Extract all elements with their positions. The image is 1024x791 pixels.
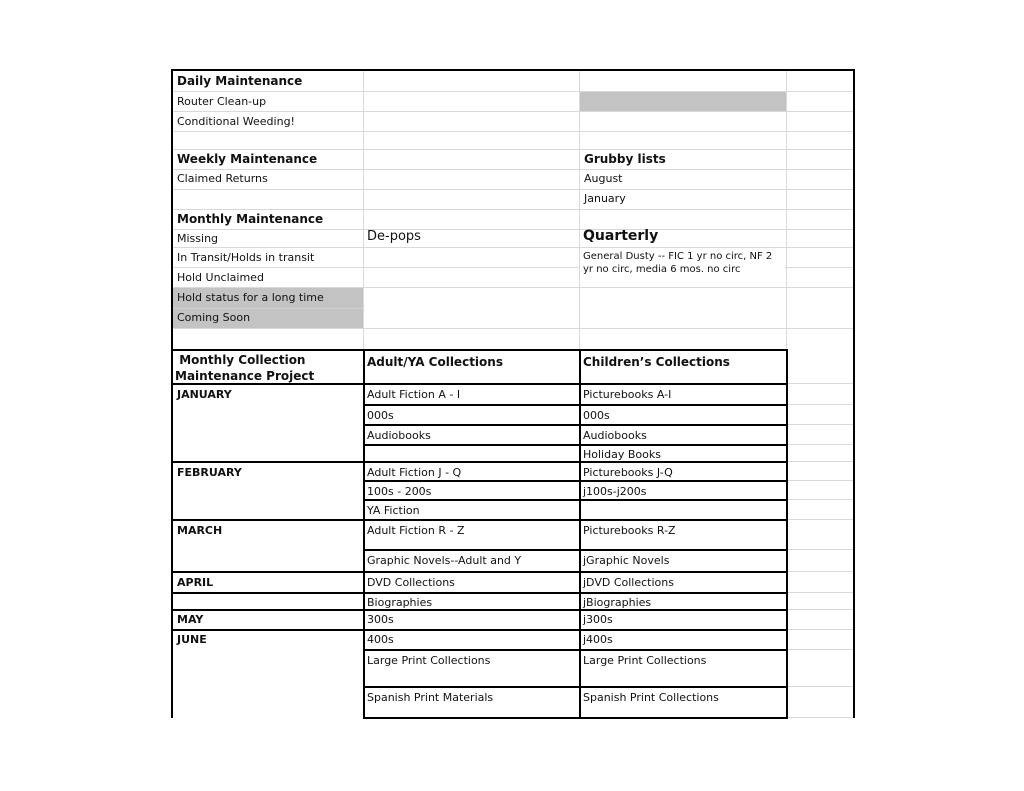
grid-line [786, 404, 853, 405]
grid-line [173, 229, 853, 230]
grid-line [363, 480, 788, 482]
adult-cell: DVD Collections [367, 576, 455, 589]
grid-line [786, 444, 853, 445]
month-cell: MAY [177, 613, 204, 626]
children-cell: Audiobooks [583, 429, 647, 442]
grid-line [173, 308, 363, 309]
adult-cell: 400s [367, 633, 394, 646]
header-children-column: Children’s Collections [583, 355, 730, 369]
grid-line [363, 404, 788, 406]
adult-cell: 100s - 200s [367, 485, 432, 498]
monthly-item: Missing [177, 232, 219, 245]
adult-cell: Adult Fiction A - I [367, 388, 461, 401]
header-adult-column: Adult/YA Collections [367, 355, 503, 369]
children-cell: jDVD Collections [583, 576, 674, 589]
adult-cell: YA Fiction [367, 504, 420, 517]
daily-maintenance-title: Daily Maintenance [177, 74, 303, 88]
weekly-item: Claimed Returns [177, 172, 268, 185]
quarterly-title: Quarterly [583, 228, 659, 244]
grid-line [363, 717, 788, 719]
grid-line [363, 444, 788, 446]
children-cell: Spanish Print Collections [583, 691, 719, 704]
grid-line [173, 189, 853, 190]
adult-cell: 300s [367, 613, 394, 626]
monthly-item: In Transit/Holds in transit [177, 251, 315, 264]
children-cell: j300s [583, 613, 613, 626]
children-cell: Picturebooks R-Z [583, 524, 676, 537]
grid-line [786, 424, 853, 425]
grid-line [579, 349, 581, 719]
daily-item: Conditional Weeding! [177, 115, 295, 128]
adult-cell: Graphic Novels--Adult and Y [367, 554, 522, 567]
grubby-month: August [584, 172, 623, 185]
children-cell: Picturebooks J-Q [583, 466, 673, 479]
grubby-lists-title: Grubby lists [584, 152, 666, 166]
weekly-maintenance-title: Weekly Maintenance [177, 152, 318, 166]
grid-line [173, 519, 788, 521]
grid-line [786, 383, 853, 384]
grid-line [363, 549, 788, 551]
month-cell: FEBRUARY [177, 466, 242, 479]
month-cell: APRIL [177, 576, 214, 589]
grid-line [786, 686, 853, 687]
grid-line [786, 649, 853, 650]
adult-cell: Adult Fiction R - Z [367, 524, 465, 537]
monthly-item: Hold Unclaimed [177, 271, 264, 284]
grid-line [173, 169, 853, 170]
children-cell: Large Print Collections [583, 654, 707, 667]
grid-line [786, 480, 853, 481]
adult-cell: Spanish Print Materials [367, 691, 494, 704]
adult-cell: Adult Fiction J - Q [367, 466, 462, 479]
spreadsheet-area [171, 69, 855, 718]
children-cell: Holiday Books [583, 448, 661, 461]
month-cell: MARCH [177, 524, 223, 537]
quarterly-note: General Dusty -- FIC 1 yr no circ, NF 2 yr no circ, media 6 mos. no circ [583, 251, 773, 275]
adult-cell: Biographies [367, 596, 433, 609]
month-cell: JANUARY [177, 388, 232, 401]
grid-line [173, 209, 853, 210]
grid-line [786, 71, 787, 349]
grid-line [363, 71, 364, 349]
grid-line [786, 461, 853, 462]
grid-line [363, 649, 788, 651]
adult-cell: 000s [367, 409, 394, 422]
grid-line [786, 549, 853, 550]
grid-line [173, 328, 853, 329]
children-cell: jBiographies [583, 596, 652, 609]
grid-line [173, 131, 853, 132]
children-cell: j400s [583, 633, 613, 646]
children-cell: jGraphic Novels [583, 554, 670, 567]
grid-line [786, 499, 853, 500]
grid-line [786, 717, 853, 718]
highlighted-item: Hold status for a long time [177, 291, 324, 304]
grid-line [786, 349, 788, 719]
grid-line [786, 609, 853, 610]
grid-line [173, 571, 788, 573]
daily-item: Router Clean-up [177, 95, 267, 108]
grid-line [173, 349, 788, 351]
grubby-month: January [584, 192, 626, 205]
grid-line [363, 424, 788, 426]
highlight-cell-blank [580, 92, 786, 111]
de-pops-label: De-pops [367, 229, 421, 244]
grid-line [173, 629, 788, 631]
adult-cell: Audiobooks [367, 429, 431, 442]
grid-line [363, 499, 788, 501]
grid-line [363, 686, 788, 688]
monthly-maintenance-title: Monthly Maintenance [177, 212, 324, 226]
adult-cell: Large Print Collections [367, 654, 491, 667]
month-cell: JUNE [177, 633, 207, 646]
children-cell: 000s [583, 409, 610, 422]
grid-line [173, 609, 788, 611]
grid-line [786, 629, 853, 630]
grid-line [786, 519, 853, 520]
grid-line [786, 592, 853, 593]
grid-line [363, 349, 365, 719]
grid-line [579, 71, 580, 349]
grid-line [173, 111, 853, 112]
header-month-column: Monthly Collection Maintenance Project [175, 353, 315, 383]
grid-line [786, 571, 853, 572]
children-cell: j100s-j200s [583, 485, 647, 498]
highlighted-item: Coming Soon [177, 311, 251, 324]
grid-line [173, 592, 788, 594]
grid-line [173, 461, 788, 463]
children-cell: Picturebooks A-I [583, 388, 672, 401]
grid-line [173, 149, 853, 150]
